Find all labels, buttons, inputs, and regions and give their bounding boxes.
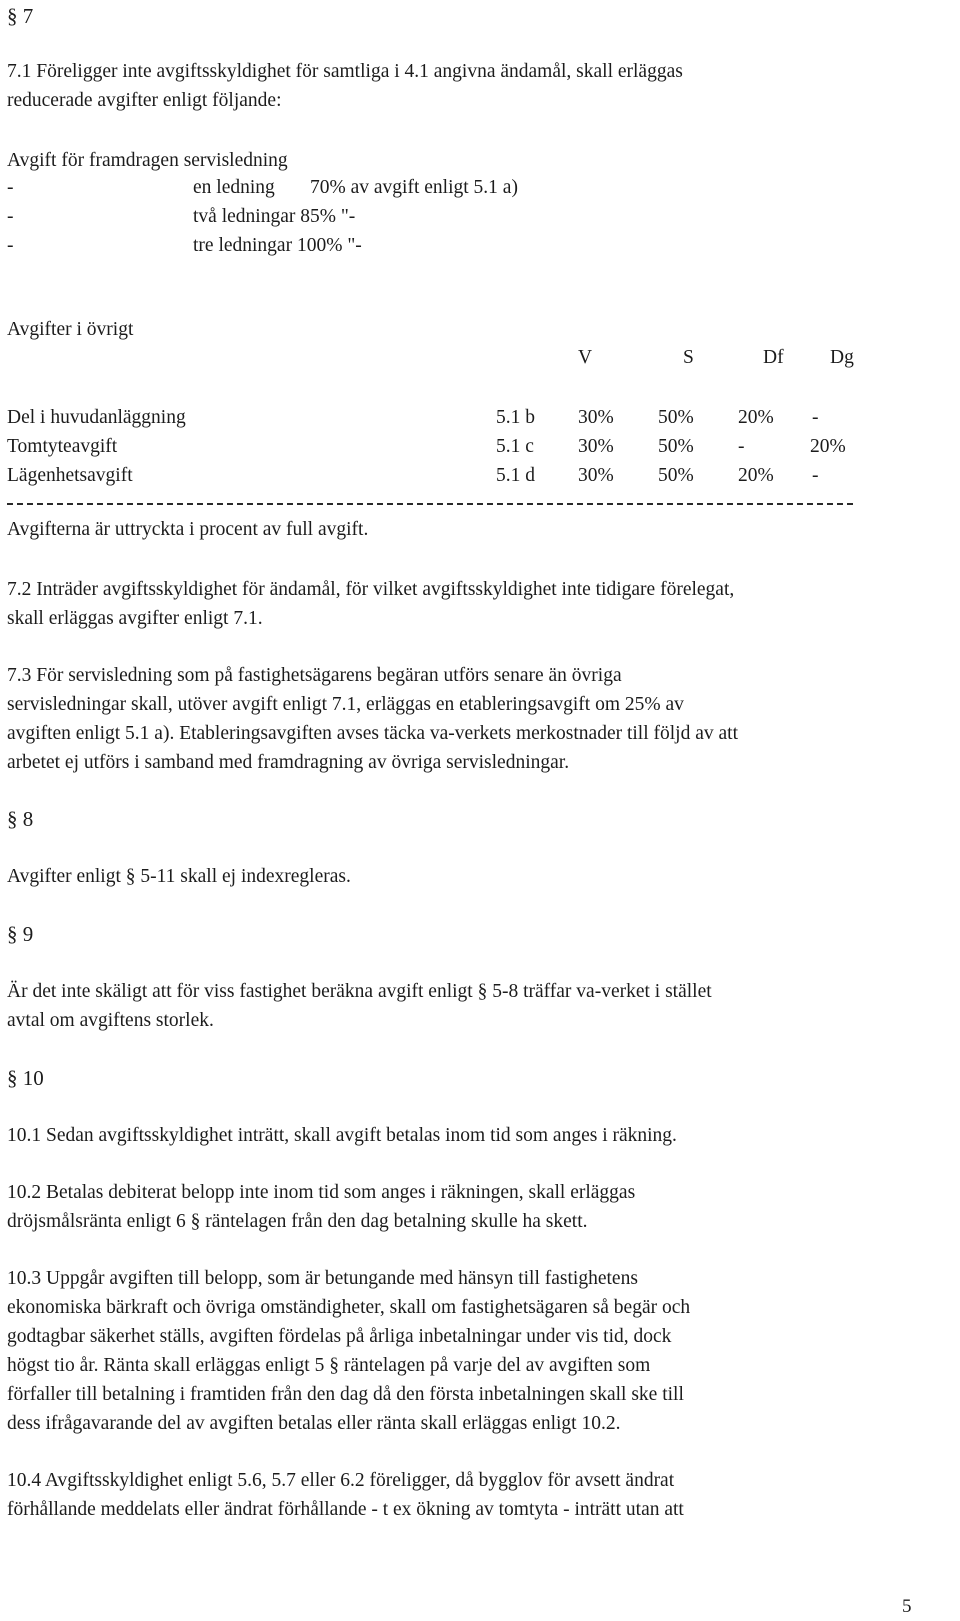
paragraph-10-4-line-2: förhållande meddelats eller ändrat förhållande - t ex ökning av tomtyta - inträtt utan att (7, 1499, 684, 1520)
list-item-text: tre ledningar 100% "- (193, 235, 362, 256)
paragraph-10-3-line-1: 10.3 Uppgår avgiften till belopp, som är betungande med hänsyn till fastighetens (7, 1268, 638, 1289)
column-header-df: Df (763, 347, 784, 368)
section-10-heading: § 10 (7, 1066, 44, 1090)
row-label: Lägenhetsavgift (7, 465, 133, 486)
paragraph-10-3-line-3: godtagbar säkerhet ställs, avgiften fördelas på årliga inbetalningar under vis tid, dock (7, 1326, 672, 1347)
paragraph-7-3-line-2: servisledningar skall, utöver avgift enligt 7.1, erläggas en etableringsavgift om 25% av (7, 694, 684, 715)
paragraph-10-1: 10.1 Sedan avgiftsskyldighet inträtt, skall avgift betalas inom tid som anges i räkning. (7, 1125, 677, 1146)
service-line-title: Avgift för framdragen servisledning (7, 150, 288, 171)
cell-df: - (738, 436, 745, 457)
section-8-heading: § 8 (7, 807, 34, 831)
row-reference: 5.1 c (496, 436, 534, 457)
cell-s: 50% (658, 465, 694, 486)
paragraph-7-3-line-4: arbetet ej utförs i samband med framdragning av övriga servisledningar. (7, 752, 570, 773)
section-7-heading: § 7 (7, 4, 34, 28)
paragraph-7-2-line-2: skall erläggas avgifter enligt 7.1. (7, 608, 263, 629)
cell-df: 20% (738, 407, 774, 428)
cell-dg: - (812, 465, 819, 486)
paragraph-7-3-line-1: 7.3 För servisledning som på fastighetsägarens begäran utförs senare än övriga (7, 665, 622, 686)
column-header-v: V (578, 347, 593, 368)
paragraph-7-2-line-1: 7.2 Inträder avgiftsskyldighet för ändamål, för vilket avgiftsskyldighet inte tidigare förelegat, (7, 579, 735, 600)
cell-v: 30% (578, 436, 614, 457)
section-8-text: Avgifter enligt § 5-11 skall ej indexregleras. (7, 866, 351, 887)
list-item-text: en ledning (193, 177, 275, 198)
column-header-dg: Dg (830, 347, 854, 368)
list-dash: - (7, 235, 14, 256)
other-fees-title: Avgifter i övrigt (7, 319, 134, 340)
list-item-text: två ledningar 85% "- (193, 206, 356, 227)
row-reference: 5.1 b (496, 407, 535, 428)
cell-s: 50% (658, 407, 694, 428)
section-9-heading: § 9 (7, 922, 34, 946)
paragraph-10-3-line-4: högst tio år. Ränta skall erläggas enligt 5 § räntelagen på varje del av avgiften som (7, 1355, 651, 1376)
list-dash: - (7, 177, 14, 198)
cell-v: 30% (578, 465, 614, 486)
percent-note: Avgifterna är uttryckta i procent av full avgift. (7, 519, 369, 540)
row-reference: 5.1 d (496, 465, 535, 486)
row-label: Tomtyteavgift (7, 436, 118, 457)
list-item-percentage: 70% av avgift enligt 5.1 a) (310, 177, 518, 198)
section-9-line-1: Är det inte skäligt att för viss fastighet beräkna avgift enligt § 5-8 träffar va-verket i stället (7, 981, 712, 1002)
paragraph-7-1-line-2: reducerade avgifter enligt följande: (7, 90, 282, 111)
cell-df: 20% (738, 465, 774, 486)
paragraph-10-3-line-5: förfaller till betalning i framtiden från den dag då den första inbetalningen skall ske till (7, 1384, 684, 1405)
paragraph-7-1-line-1: 7.1 Föreligger inte avgiftsskyldighet för samtliga i 4.1 angivna ändamål, skall erläggas (7, 61, 683, 82)
cell-dg: 20% (810, 436, 846, 457)
cell-dg: - (812, 407, 819, 428)
paragraph-10-2-line-2: dröjsmålsränta enligt 6 § räntelagen från den dag betalning skulle ha skett. (7, 1211, 588, 1232)
section-9-line-2: avtal om avgiftens storlek. (7, 1010, 214, 1031)
paragraph-7-3-line-3: avgiften enligt 5.1 a). Etableringsavgiften avses täcka va-verkets merkostnader till följd av att (7, 723, 738, 744)
cell-v: 30% (578, 407, 614, 428)
list-dash: - (7, 206, 14, 227)
column-header-s: S (683, 347, 694, 368)
dashed-divider (7, 503, 853, 505)
row-label: Del i huvudanläggning (7, 407, 186, 428)
paragraph-10-2-line-1: 10.2 Betalas debiterat belopp inte inom tid som anges i räkningen, skall erläggas (7, 1182, 636, 1203)
paragraph-10-3-line-2: ekonomiska bärkraft och övriga omständigheter, skall om fastighetsägaren så begär och (7, 1297, 691, 1318)
page-number: 5 (902, 1596, 912, 1617)
paragraph-10-3-line-6: dess ifrågavarande del av avgiften betalas eller ränta skall erläggas enligt 10.2. (7, 1413, 621, 1434)
paragraph-10-4-line-1: 10.4 Avgiftsskyldighet enligt 5.6, 5.7 eller 6.2 föreligger, då bygglov för avsett ändrat (7, 1470, 675, 1491)
cell-s: 50% (658, 436, 694, 457)
